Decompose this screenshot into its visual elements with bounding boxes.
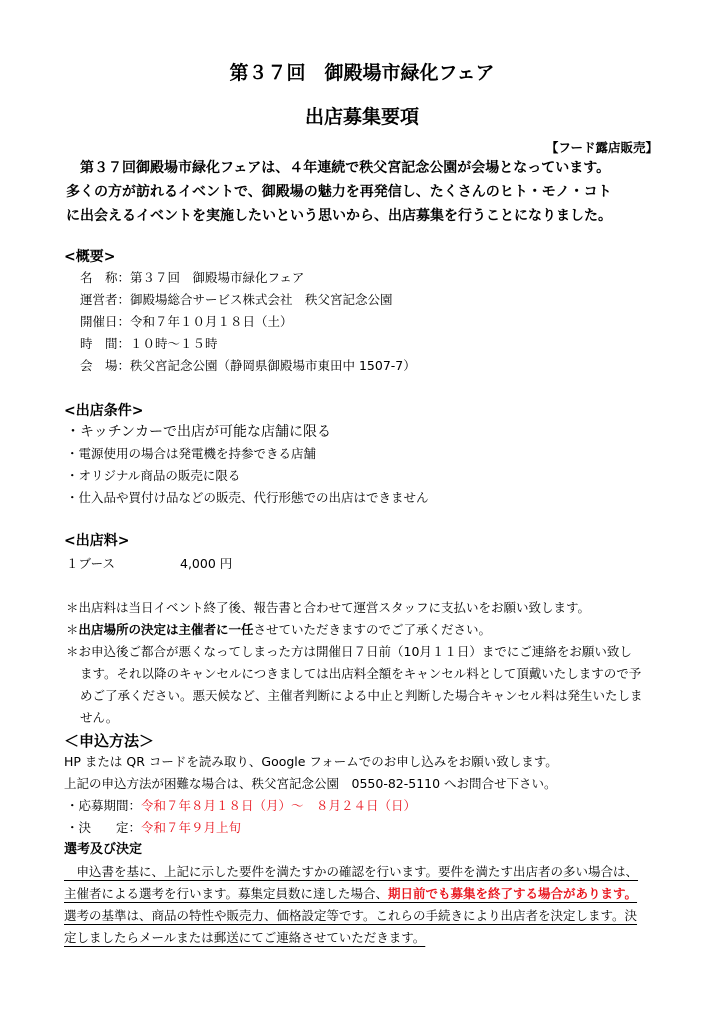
category-tag: 【フード露店販売】 [545,140,658,155]
overview-item: 運営者：御殿場総合サービス株式会社 秩父宮記念公園 [80,292,393,307]
intro-line: 多くの方が訪れるイベントで、御殿場の魅力を再発信し、たくさんのヒト・モノ・コト [66,184,612,200]
overview-item: 会 場：秩父宮記念公園（静岡県御殿場市東田中 1507-7） [80,358,416,373]
overview-item: 名 称：第３７回 御殿場市緑化フェア [80,270,305,285]
condition-item: ・オリジナル商品の販売に限る [66,468,241,483]
apply-period-label: ・応募期間： [66,798,142,813]
apply-method: HP または QR コードを読み取り、Google フォームでのお申し込みをお願い致します。 [64,754,558,769]
page-title: 第３７回 御殿場市緑化フェア [229,62,495,84]
condition-item: ・仕入品や買付け品などの販売、代行形態での出店はできません [66,490,429,505]
fee-heading: <出店料> [64,533,130,549]
selection-line [64,884,637,904]
apply-decision-value: 令和７年９月上旬 [141,820,242,835]
apply-period [66,796,416,816]
note-location-rest: させていただきますのでご了承ください。 [253,622,492,637]
conditions-heading: <出店条件> [64,403,144,419]
fee-amount: 4,000 円 [180,556,233,571]
note-cancel-line: めご了承ください。悪天候など、主催者判断による中止と判断した場合キャンセル料は発生いたしま [80,688,643,703]
note-cancel-line: せん。 [80,710,119,725]
condition-item: ・電源使用の場合は発電機を持参できる店舗 [66,446,317,461]
condition-item: ・キッチンカーで出店が可能な店舗に限る [66,424,332,440]
selection-line: 選考の基準は、商品の特性や販売力、価格設定等です。これらの手続きにより出店者を決定します。決 [64,908,638,923]
note-mark: ＊ [66,622,79,637]
selection-warning: 期日前でも募集を終了する場合があります。 [388,886,638,901]
apply-decision [66,818,241,838]
overview-item: 時 間：１０時～１５時 [80,336,218,351]
apply-decision-label: ・決 定： [66,820,142,835]
overview-item: 開催日：令和７年１０月１８日（土） [80,314,293,329]
note-cancel-line: ＊お申込後ご都合が悪くなってしまった方は開催日７日前（10月１１日）までにご連絡をお願い致し [66,644,632,659]
fee-unit: １ブース [66,556,116,571]
selection-line-text: 主催者による選考を行います。募集定員数に達した場合、 [64,886,389,901]
note-payment: ＊出店料は当日イベント終了後、報告書と合わせて運営スタッフに支払いをお願い致します。 [66,600,591,615]
intro-line: 第３７回御殿場市緑化フェアは、４年連続で秩父宮記念公園が会場となっています。 [66,160,611,176]
note-location [66,620,491,640]
page-subtitle: 出店募集要項 [304,106,419,128]
intro-line: に出会えるイベントを実施したいという思いから、出店募集を行うことになりました。 [66,208,612,224]
overview-heading: <概要> [64,249,116,265]
apply-heading: ＜申込方法＞ [64,732,155,750]
selection-line: 申込書を基に、上記に示した要件を満たすかの確認を行います。要件を満たす出店者の多い場合は、 [64,864,639,879]
apply-alternative: 上記の申込方法が困難な場合は、秩父宮記念公園 0550-82-5110 へお問合せ下さい。 [64,776,557,791]
apply-period-value: 令和７年８月１８日（月）～ ８月２４日（日） [141,798,417,813]
selection-heading: 選考及び決定 [64,842,143,857]
selection-line: 定しましたらメールまたは郵送にてご連絡させていただきます。 [64,930,426,945]
note-cancel-line: ます。それ以降のキャンセルにつきましては出店料全額をキャンセル料として頂戴いたしますので予 [80,666,642,681]
note-location-bold: 出店場所の決定は主催者に一任 [78,622,254,637]
